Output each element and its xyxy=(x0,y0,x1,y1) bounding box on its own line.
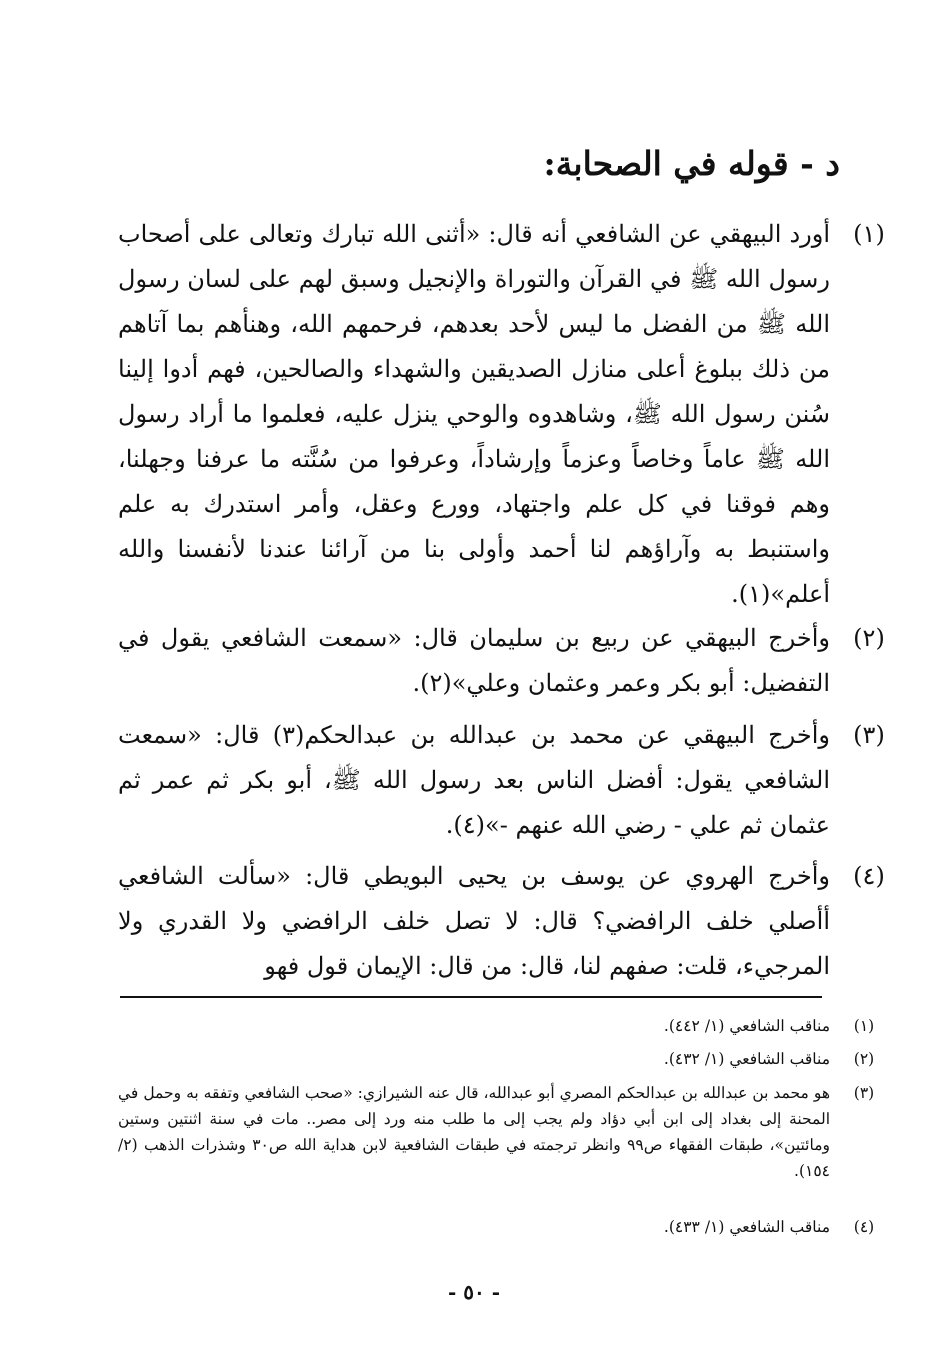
footnote-separator xyxy=(120,996,822,998)
footnote-4 xyxy=(118,1214,875,1240)
page-number: - ٥٠ - xyxy=(447,1280,500,1304)
paragraph-text: وأخرج البيهقي عن ربيع بن سليمان قال: «سمعت الشافعي يقول في التفضيل: أبو بكر وعمر وعثمان وعلي»(٢). xyxy=(118,624,830,697)
section-heading: د - قوله في الصحابة: xyxy=(543,144,840,183)
footnote-2 xyxy=(118,1046,875,1072)
paragraph-number: (٤) xyxy=(853,862,885,890)
paragraph-text: وأخرج البيهقي عن محمد بن عبدالله بن عبدالحكم(٣) قال: «سمعت الشافعي يقول: أفضل الناس بعد رسول الله ﷺ، أبو بكر ثم عمر ثم عثمان ثم علي - رضي الله عنهم -»(٤). xyxy=(118,721,830,839)
paragraph-number: (٢) xyxy=(853,624,885,652)
paragraph-number: (٣) xyxy=(853,721,885,749)
paragraph-text: وأخرج الهروي عن يوسف بن يحيى البويطي قال: «سألت الشافعي أأصلي خلف الرافضي؟ قال: لا تصل خلف الرافضي ولا القدري ولا المرجيء، قلت: صفهم لنا، قال: من قال: الإيمان قول فهو xyxy=(118,862,830,980)
paragraph-2 xyxy=(118,616,885,706)
footnote-text: مناقب الشافعي (١/ ٤٣٢). xyxy=(663,1050,830,1068)
footnote-text: هو محمد بن عبدالله بن عبدالحكم المصري أبو عبدالله، قال عنه الشيرازي: «صحب الشافعي وتفقه به وحمل في المحنة إلى بغداد إلى ابن أبي دؤاد ولم يجب إلى ما طلب منه ورد إلى مصر.. مات في سنة اثنتين وستين ومائتين»، طبقات الفقهاء ص٩٩ وانظر ترجمته في طبقات الشافعية لابن هداية الله ص٣٠ وشذرات الذهب (٢/ ١٥٤). xyxy=(118,1084,831,1180)
paragraph-1 xyxy=(118,212,885,617)
paragraph-text: أورد البيهقي عن الشافعي أنه قال: «أثنى الله تبارك وتعالى على أصحاب رسول الله ﷺ في القرآن والتوراة والإنجيل وسبق لهم على لسان رسول الله ﷺ من الفضل ما ليس لأحد بعدهم، فرحمهم الله، وهنأهم بما آتاهم من ذلك ببلوغ أعلى منازل الصديقين والشهداء والصالحين، فهم أدوا إلينا سُنن رسول الله ﷺ، وشاهدوه والوحي ينزل عليه، فعلموا ما أراد رسول الله ﷺ عاماً وخاصاً وعزماً وإرشاداً، وعرفوا من سُنَّته ما عرفنا وجهلنا، وهم فوقنا في كل علم واجتهاد، وورع وعقل، وأمر استدرك به علم واستنبط به وآراؤهم لنا أحمد وأولى بنا من آرائنا عندنا لأنفسنا والله أعلم»(١). xyxy=(118,220,830,608)
paragraph-4 xyxy=(118,854,885,989)
footnote-text: مناقب الشافعي (١/ ٤٣٣). xyxy=(663,1218,830,1236)
footnote-3 xyxy=(118,1080,875,1184)
footnote-text: مناقب الشافعي (١/ ٤٤٢). xyxy=(663,1017,830,1035)
footnote-number: (٢) xyxy=(853,1050,875,1068)
paragraph-number: (١) xyxy=(853,220,885,248)
footnote-1 xyxy=(118,1013,875,1039)
footnote-number: (٤) xyxy=(853,1218,875,1236)
paragraph-3 xyxy=(118,713,885,848)
footnote-number: (٣) xyxy=(853,1084,875,1102)
footnote-number: (١) xyxy=(853,1017,875,1035)
